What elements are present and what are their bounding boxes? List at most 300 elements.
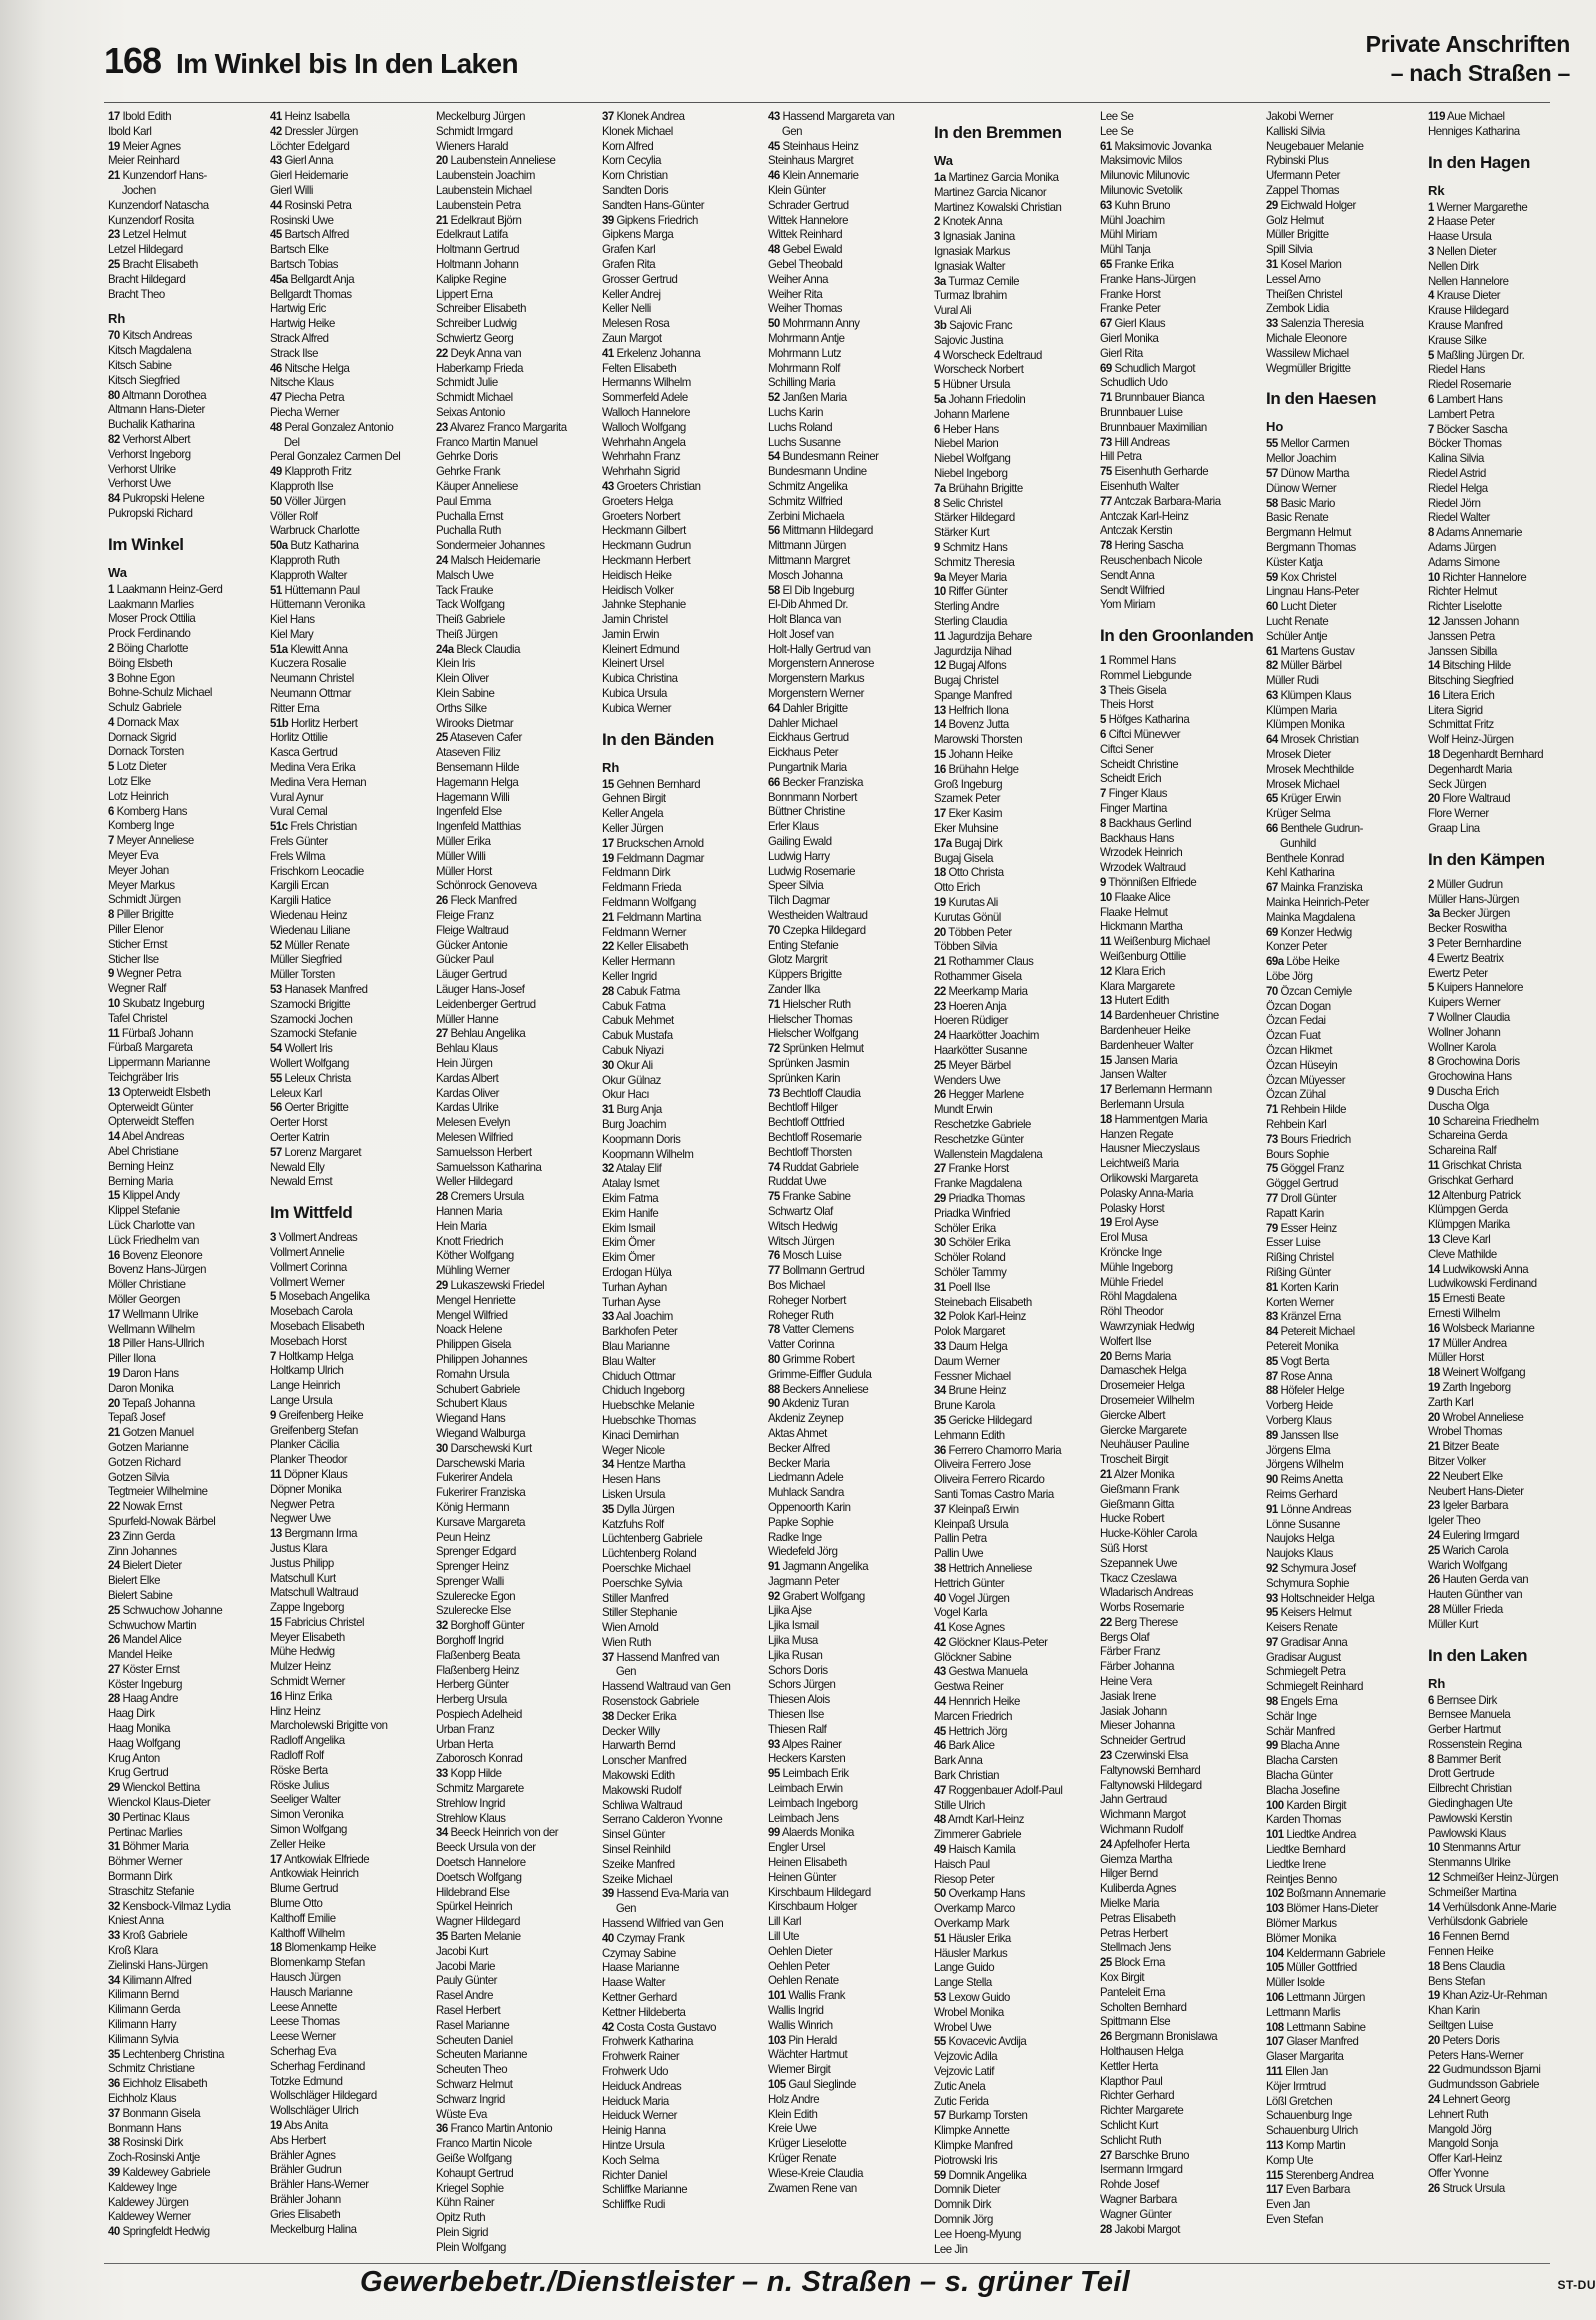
house-number: 25: [108, 257, 120, 271]
listing-entry: [270, 820, 430, 835]
listing-entry: [1100, 2001, 1260, 2016]
resident-name: Heckmann Herbert: [602, 553, 691, 567]
listing-entry: [108, 701, 264, 716]
resident-name: Mrosek Dieter: [1266, 748, 1331, 762]
resident-name: Dylla Jürgen: [616, 1502, 675, 1516]
house-number: 22: [1428, 2063, 1440, 2077]
listing-entry: [768, 761, 928, 776]
listing-entry: [934, 408, 1094, 423]
house-number: 20: [1428, 2033, 1440, 2047]
listing-entry: [1428, 1694, 1580, 1709]
listing-entry: [768, 1752, 928, 1767]
listing-entry: [1266, 1902, 1424, 1917]
house-number: 13: [1428, 1232, 1440, 1246]
listing-entry: [1100, 110, 1260, 125]
listing-entry: [108, 1249, 264, 1264]
listing-entry: [1266, 1207, 1424, 1222]
listing-entry: [108, 2062, 264, 2077]
listing-entry: [1266, 1592, 1424, 1607]
listing-entry: [1266, 704, 1424, 719]
street-heading: In den Groonlanden: [1100, 626, 1254, 646]
resident-name: Engler Ursel: [768, 1841, 826, 1855]
listing-entry: [436, 273, 596, 288]
resident-name: Strack Alfred: [270, 331, 329, 345]
resident-name: Decker Erika: [616, 1709, 677, 1723]
listing-entry: [1428, 967, 1580, 982]
listing-entry: [768, 820, 928, 835]
listing-entry: [934, 1414, 1094, 1429]
listing-entry: [1428, 1603, 1580, 1618]
listing-entry: [934, 1858, 1094, 1873]
house-number: 60: [1266, 600, 1278, 614]
resident-name: Schmidt Julie: [436, 376, 498, 390]
listing-entry: [768, 1560, 928, 1575]
resident-name: Scherhag Ferdinand: [270, 2059, 365, 2073]
listing-entry: [270, 2119, 430, 2134]
house-number: 22: [934, 984, 946, 998]
resident-name: Hettrich Jörg: [948, 1724, 1007, 1738]
listing-entry: [270, 1261, 430, 1276]
listing-entry: [1100, 772, 1260, 787]
house-number: 41: [270, 110, 282, 123]
listing-entry: [108, 1692, 264, 1707]
resident-name: Köster Ingeburg: [108, 1677, 183, 1691]
resident-name: Werner Margarethe: [1436, 200, 1528, 214]
resident-name: Vural Ali: [934, 304, 972, 318]
resident-name: Wieners Harald: [436, 139, 509, 153]
resident-name: Scheidt Erich: [1100, 772, 1162, 786]
resident-name: Kubica Ursula: [602, 687, 667, 701]
listing-entry: [1428, 615, 1580, 630]
listing-entry: [108, 418, 264, 433]
listing-entry: [1266, 1370, 1424, 1385]
listing-entry: [602, 926, 762, 941]
resident-name: Letzel Hildegard: [108, 243, 183, 257]
resident-name: Kilimann Sylvia: [108, 2032, 179, 2046]
resident-name: Rosenstock Gabriele: [602, 1695, 699, 1709]
listing-entry: [1266, 1725, 1424, 1740]
house-number: 42: [602, 2020, 614, 2034]
listing-entry: [108, 1041, 264, 1056]
resident-name: Mohrmann Antje: [768, 331, 845, 345]
listing-entry: [1266, 228, 1424, 243]
house-number: 5: [934, 378, 940, 392]
resident-name: Adams Simone: [1428, 555, 1500, 569]
listing-entry: [1100, 654, 1260, 669]
listing-entry: [768, 643, 928, 658]
resident-name: Böhmer Werner: [108, 1855, 183, 1869]
resident-name: Kalthoff Wilhelm: [270, 1926, 345, 1940]
listing-entry: [1428, 1144, 1580, 1159]
listing-entry: [436, 879, 596, 894]
listing-entry: [934, 1680, 1094, 1695]
resident-name: Kränzel Erna: [1280, 1310, 1341, 1324]
listing-entry: [1100, 1068, 1260, 1083]
listing-entry: [270, 1631, 430, 1646]
resident-name: Borghoff Ingrid: [436, 1634, 504, 1648]
listing-entry: [768, 1531, 928, 1546]
resident-name: Sticher Ilse: [108, 952, 159, 966]
listing-entry: [270, 554, 430, 569]
listing-entry: [1428, 1708, 1580, 1723]
resident-name: Zarth Karl: [1428, 1395, 1474, 1409]
resident-name: Letzel Helmut: [122, 228, 187, 242]
resident-name: Gießmann Gitta: [1100, 1497, 1174, 1511]
listing-entry: [1266, 511, 1424, 526]
listing-entry: [1428, 937, 1580, 952]
footer-banner: Gewerbebetr./Dienstleister – n. Straßen – s. grüner Teil: [360, 2266, 1130, 2298]
resident-name: Leimbach Erik: [782, 1767, 849, 1781]
listing-entry: [1428, 807, 1580, 822]
resident-name: Atalay Ismet: [602, 1177, 660, 1191]
listing-entry: [1266, 1429, 1424, 1444]
house-number: 61: [1100, 139, 1112, 153]
resident-name: Gierl Klaus: [1114, 317, 1166, 331]
resident-name: Hintze Ursula: [602, 2138, 665, 2152]
resident-name: Erler Klaus: [768, 820, 819, 834]
house-number: 92: [768, 1589, 780, 1603]
listing-entry: [934, 526, 1094, 541]
listing-entry: [602, 970, 762, 985]
resident-name: Brähler Gudrun: [270, 2163, 342, 2177]
house-number: 91: [768, 1560, 780, 1574]
listing-entry: [436, 1027, 596, 1042]
listing-entry: [1100, 2163, 1260, 2178]
house-number: 100: [1266, 1798, 1284, 1812]
resident-name: Jagmann Peter: [768, 1574, 840, 1588]
listing-entry: [270, 2149, 430, 2164]
listing-entry: [436, 450, 596, 465]
listing-entry: [1100, 2075, 1260, 2090]
resident-name: Gestwa Reiner: [934, 1680, 1004, 1694]
listing-entry: [1428, 1529, 1580, 1544]
listing-entry: [1100, 1675, 1260, 1690]
resident-name: Golz Helmut: [1266, 213, 1324, 227]
house-number: 24: [1428, 2093, 1440, 2107]
resident-name: Rasel Marianne: [436, 2018, 510, 2032]
listing-entry: [108, 1752, 264, 1767]
listing-entry: [270, 273, 430, 288]
resident-name: Schudlich Margot: [1114, 361, 1196, 375]
listing-entry: [934, 1044, 1094, 1059]
resident-name: Bitsching Siegfried: [1428, 674, 1514, 688]
resident-name: Haarkötter Susanne: [934, 1044, 1027, 1058]
resident-name: Janssen Johann: [1442, 614, 1519, 628]
resident-name: Spange Manfred: [934, 688, 1012, 702]
house-number: 14: [934, 718, 946, 732]
house-number: 70: [108, 329, 120, 343]
listing-entry: [768, 495, 928, 510]
resident-name: Nitsche Klaus: [270, 376, 334, 390]
resident-name: Haisch Paul: [934, 1857, 990, 1871]
resident-name: Holtmann Johann: [436, 257, 519, 271]
resident-name: Giercke Albert: [1100, 1408, 1166, 1422]
resident-name: Vejzovic Adila: [934, 2050, 998, 2064]
listing-entry: [768, 2078, 928, 2093]
house-number: 38: [602, 1709, 614, 1723]
resident-name: Blacha Josefine: [1266, 1783, 1340, 1797]
listing-entry: [1266, 302, 1424, 317]
listing-entry: [270, 613, 430, 628]
resident-name: Weiher Thomas: [768, 302, 843, 316]
listing-entry: [934, 423, 1094, 438]
resident-name: Martinez Kowalski Christian: [934, 200, 1062, 214]
listing-entry: [768, 2152, 928, 2167]
listing-entry: [270, 450, 430, 465]
house-number: 35: [934, 1413, 946, 1427]
listing-entry: [768, 1678, 928, 1693]
listing-entry: [934, 1310, 1094, 1325]
listing-entry: [108, 1352, 264, 1367]
listing-entry: [1266, 674, 1424, 689]
resident-name: Völler Jürgen: [284, 494, 346, 508]
resident-name: Bens Claudia: [1442, 1959, 1505, 1973]
listing-entry: [1100, 2089, 1260, 2104]
listing-entry: [1266, 169, 1424, 184]
resident-name: Worbs Rosemarie: [1100, 1601, 1185, 1615]
resident-name: Heiduck Andreas: [602, 2079, 682, 2093]
listing-entry: [1266, 243, 1424, 258]
listing-entry: [108, 1678, 264, 1693]
resident-name: Lippert Erna: [436, 287, 493, 301]
listing-entry: [108, 1574, 264, 1589]
resident-name: Schmitz Hans: [942, 540, 1008, 554]
resident-name: Blömer Markus: [1266, 1917, 1337, 1931]
house-number: 5: [108, 760, 114, 774]
listing-entry: [436, 924, 596, 939]
listing-entry: [1266, 332, 1424, 347]
listing-entry: [1100, 1394, 1260, 1409]
listing-entry: [934, 1133, 1094, 1148]
listing-entry: [934, 289, 1094, 304]
house-number: 21: [108, 169, 120, 183]
resident-name: Giedinghagen Ute: [1428, 1797, 1513, 1811]
resident-name: Verhorst Ingeborg: [108, 447, 191, 461]
listing-entry: [768, 628, 928, 643]
resident-name: Kargili Ercan: [270, 879, 329, 893]
resident-name: Weißenburg Michael: [1113, 935, 1210, 949]
listing-entry: [108, 1988, 264, 2003]
resident-name: Schwarz Ingrid: [436, 2092, 505, 2106]
listing-entry: [108, 1589, 264, 1604]
resident-name: Akdeniz Turan: [781, 1397, 849, 1411]
resident-name: Schmidt Irmgard: [436, 124, 513, 138]
listing-entry: [108, 1337, 264, 1352]
resident-name: Zerbini Michaela: [768, 509, 845, 523]
resident-name: Thiesen Ralf: [768, 1722, 827, 1736]
listing-entry: [602, 421, 762, 436]
resident-name: Kühn Rainer: [436, 2196, 495, 2210]
listing-entry: [1428, 1159, 1580, 1174]
resident-name: Thiesen Ilse: [768, 1708, 824, 1722]
resident-name: Rose Anna: [1280, 1369, 1333, 1383]
listing-entry-continuation: [270, 436, 432, 451]
listing-entry: [436, 2196, 596, 2211]
listing-entry: [1100, 495, 1260, 510]
resident-name: Kunzendorf Natascha: [108, 198, 209, 212]
listing-entry: [108, 1086, 264, 1101]
house-number: 35: [436, 1930, 448, 1944]
listing-entry: [768, 1634, 928, 1649]
house-number: 69a: [1266, 955, 1284, 969]
resident-name: Heckmann Gudrun: [602, 539, 691, 553]
listing-entry: [436, 628, 596, 643]
resident-name: Turhan Ayse: [602, 1295, 661, 1309]
resident-name: Chiduch Ottmar: [602, 1369, 676, 1383]
resident-name: Bechtloff Thorsten: [768, 1145, 852, 1159]
resident-name: Naujoks Klaus: [1266, 1547, 1333, 1561]
listing-entry: [436, 1175, 596, 1190]
resident-name: Kardas Oliver: [436, 1086, 499, 1100]
resident-name: Wallis Frank: [788, 1989, 845, 2003]
listing-entry: [1100, 861, 1260, 876]
resident-name: Möller Georgen: [108, 1292, 180, 1306]
listing-entry: [108, 1485, 264, 1500]
listing-entry: [1428, 1738, 1580, 1753]
resident-name: Skubatz Ingeburg: [122, 997, 205, 1011]
listing-entry: [1266, 1621, 1424, 1636]
listing-entry: [436, 539, 596, 554]
listing-entry: [270, 1793, 430, 1808]
resident-name: Mittmann Margret: [768, 553, 850, 567]
listing-entry: [768, 1412, 928, 1427]
listing-entry: [1428, 1960, 1580, 1975]
resident-name: Müller Frieda: [1442, 1602, 1503, 1616]
house-number: 40: [602, 1931, 614, 1945]
listing-entry: [1100, 1690, 1260, 1705]
listing-entry: [1266, 1088, 1424, 1103]
house-number: 56: [270, 1101, 282, 1115]
listing-entry: [1100, 480, 1260, 495]
listing-entry: [934, 467, 1094, 482]
resident-name: Müller Horst: [1428, 1351, 1484, 1365]
house-number: 81: [1266, 1280, 1278, 1294]
resident-name: Even Stefan: [1266, 2212, 1323, 2226]
house-number: 16: [934, 762, 946, 776]
listing-entry: [1428, 1011, 1580, 1026]
listing-entry: [602, 258, 762, 273]
resident-name: Behlau Angelika: [450, 1027, 526, 1041]
resident-name: Neumann Ottmar: [270, 687, 351, 701]
listing-entry: [768, 1486, 928, 1501]
resident-name: Mulzer Heinz: [270, 1660, 331, 1674]
listing-entry: [1100, 980, 1260, 995]
resident-name: Blume Gertrud: [270, 1882, 339, 1896]
listing-entry: [1428, 922, 1580, 937]
listing-entry: [934, 541, 1094, 556]
house-number: 59: [934, 2168, 946, 2182]
house-number: 45: [270, 228, 282, 242]
resident-name: Aktas Ahmet: [768, 1426, 827, 1440]
listing-entry: [934, 1014, 1094, 1029]
listing-entry: [1266, 926, 1424, 941]
listing-entry: [602, 1680, 762, 1695]
house-number: 27: [1100, 2148, 1112, 2162]
resident-name: Klein Annemarie: [782, 169, 859, 183]
listing-entry: [270, 909, 430, 924]
house-number: 45: [934, 1724, 946, 1738]
listing-entry: [1428, 1618, 1580, 1633]
listing-entry: [1428, 1351, 1580, 1366]
listing-entry: [1428, 1218, 1580, 1233]
house-number: 51b: [270, 716, 289, 730]
listing-entry: [1428, 822, 1580, 837]
resident-name: Zinn Johannes: [108, 1544, 177, 1558]
resident-name: Szeike Manfred: [602, 1857, 675, 1871]
resident-name: Ciftci Sener: [1100, 742, 1154, 756]
street-heading: In den Bänden: [602, 729, 714, 749]
resident-name: Poell Ilse: [948, 1280, 991, 1294]
house-number: 26: [1428, 1573, 1440, 1587]
listing-entry: [768, 391, 928, 406]
listing-entry: [270, 1882, 430, 1897]
listing-entry: [768, 1649, 928, 1664]
listing-entry: [270, 776, 430, 791]
listing-entry: [1100, 406, 1260, 421]
listing-entry: [1100, 347, 1260, 362]
listing-entry: [1266, 1828, 1424, 1843]
resident-name: Bellgardt Thomas: [270, 287, 352, 301]
resident-name: Neuhäuser Pauline: [1100, 1438, 1190, 1452]
resident-name: Sondermeier Johannes: [436, 539, 545, 553]
resident-name: Döpner Monika: [270, 1482, 342, 1496]
resident-name: Vorberg Heide: [1266, 1399, 1333, 1413]
street-heading: In den Laken: [1428, 1645, 1528, 1665]
resident-name: Fukerirer Andela: [436, 1471, 513, 1485]
listing-entry: [1100, 199, 1260, 214]
resident-name: Enting Stefanie: [768, 938, 839, 952]
resident-name: Spürkel Heinrich: [436, 1900, 513, 1914]
listing-entry: [1100, 169, 1260, 184]
listing-entry: [1100, 125, 1260, 140]
resident-name: Gries Elisabeth: [270, 2207, 341, 2221]
listing-entry: [1100, 273, 1260, 288]
street-heading: In den Hagen: [1428, 152, 1530, 172]
resident-name: Panteleit Erna: [1100, 1985, 1166, 1999]
house-number: 61: [1266, 644, 1278, 658]
listing-entry: [768, 1723, 928, 1738]
listing-entry: [602, 1118, 762, 1133]
house-number: 42: [934, 1635, 946, 1649]
resident-name: Haag Dirk: [108, 1707, 155, 1721]
listing-entry: [602, 273, 762, 288]
resident-name: Keller Elisabeth: [616, 940, 689, 954]
listing-column-3: [436, 110, 598, 2260]
house-number: 3: [108, 671, 114, 685]
resident-name: Ludwig Harry: [768, 849, 830, 863]
listing-entry: [1266, 1799, 1424, 1814]
resident-name: Wiedefeld Jörg: [768, 1545, 838, 1559]
listing-entry: [768, 524, 928, 539]
listing-entry: [768, 1338, 928, 1353]
resident-name: Greifenberg Heike: [278, 1408, 364, 1422]
house-number: 82: [108, 432, 120, 446]
resident-name: Blömer Monika: [1266, 1931, 1336, 1945]
resident-name: Dahler Michael: [768, 716, 838, 730]
house-number: 51: [270, 583, 282, 597]
resident-name: Holt Blanca van: [768, 613, 841, 627]
listing-entry: [1100, 1616, 1260, 1631]
resident-name: Brühahn Brigitte: [948, 481, 1023, 495]
resident-name: Leese Annette: [270, 2000, 337, 2014]
resident-name: Vogel Karla: [934, 1606, 988, 1620]
listing-entry: [270, 1764, 430, 1779]
listing-entry: [768, 1501, 928, 1516]
listing-entry: [1428, 2167, 1580, 2182]
resident-name: Pallin Petra: [934, 1532, 987, 1546]
resident-name: Häusler Markus: [934, 1946, 1008, 1960]
house-number: 27: [108, 1662, 120, 1676]
